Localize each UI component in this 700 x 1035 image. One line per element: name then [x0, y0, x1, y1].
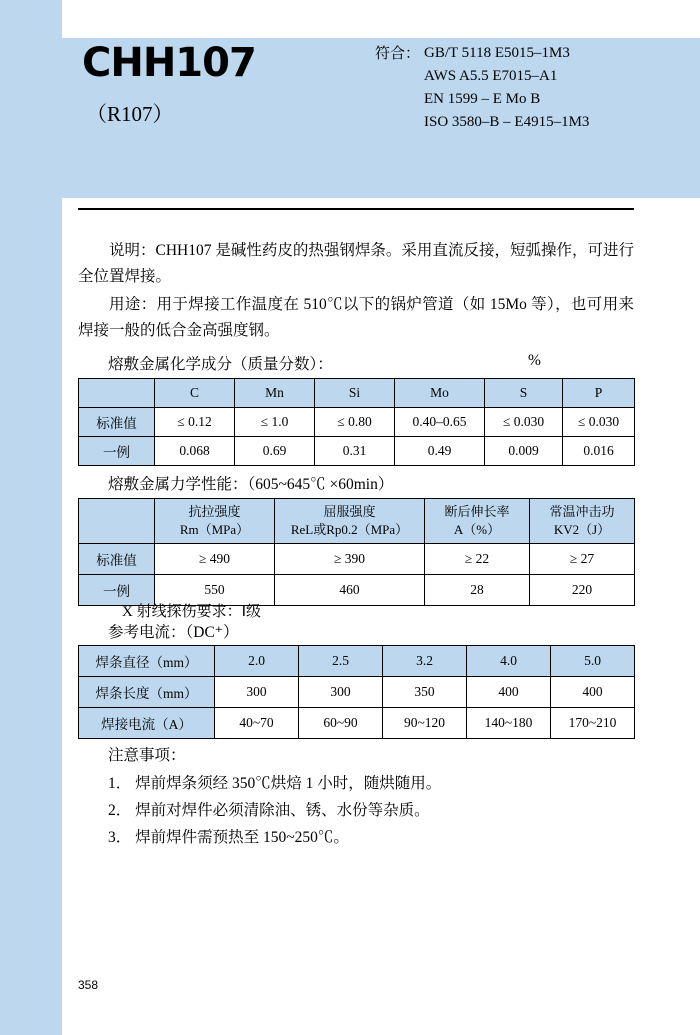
- notes-title: 注意事项：: [108, 747, 186, 764]
- standard-item: AWS A5.5 E7015–A1: [424, 68, 558, 84]
- cur-r2-c4: 140~180: [467, 708, 551, 739]
- chem-r1-c2: 0.69: [235, 437, 315, 466]
- mech-r1-c0: 一例: [79, 575, 155, 606]
- chem-r0-c6: ≤ 0.030: [563, 408, 635, 437]
- xray-requirement: X 射线探伤要求：Ⅰ级: [122, 604, 262, 620]
- mech-col-1-line1: 抗拉强度: [188, 504, 241, 519]
- note-item: 3． 焊前焊件需预热至 150~250℃。: [108, 829, 349, 846]
- mech-r0-c0: 标准值: [79, 544, 155, 575]
- note-item: 2． 焊前对焊件必须清除油、锈、水份等杂质。: [108, 802, 430, 819]
- chemical-composition-table: [78, 378, 635, 466]
- cur-r0-c1: 2.0: [215, 646, 299, 677]
- cur-r0-c0: 焊条直径（mm）: [79, 646, 215, 677]
- table-header-row: [79, 499, 635, 544]
- table-row: [79, 437, 635, 466]
- mechanical-properties-table: [78, 498, 635, 606]
- mech-col-1-line2: Rm（MPa）: [179, 522, 250, 537]
- chem-r0-c5: ≤ 0.030: [485, 408, 563, 437]
- table-row: [79, 677, 635, 708]
- cur-r0-c4: 4.0: [467, 646, 551, 677]
- cur-r1-c1: 300: [215, 677, 299, 708]
- chem-r0-c1: ≤ 0.12: [155, 408, 235, 437]
- chem-r1-c4: 0.49: [395, 437, 485, 466]
- cur-r2-c0: 焊接电流（A）: [79, 708, 215, 739]
- table-row: [79, 708, 635, 739]
- usage-paragraph: 用途：用于焊接工作温度在 510℃以下的锅炉管道（如 15Mo 等），也可用来焊接一般的低合金高强度钢。: [78, 296, 634, 339]
- mech-col-3: [425, 499, 530, 544]
- cur-r2-c1: 40~70: [215, 708, 299, 739]
- page-title: CHH107: [82, 40, 256, 86]
- mech-r0-c3: ≥ 22: [425, 544, 530, 575]
- cur-r2-c3: 90~120: [383, 708, 467, 739]
- chem-r1-c6: 0.016: [563, 437, 635, 466]
- mech-r1-c1: 550: [155, 575, 275, 606]
- description-paragraph: 说明：CHH107 是碱性药皮的热强钢焊条。采用直流反接，短弧操作，可进行全位置焊接。: [78, 242, 634, 285]
- cur-r1-c2: 300: [299, 677, 383, 708]
- mech-col-3-line1: 断后伸长率: [444, 504, 510, 519]
- chem-unit-label: %: [528, 352, 541, 369]
- cur-r1-c4: 400: [467, 677, 551, 708]
- chem-col-3: Si: [315, 379, 395, 408]
- table-row: [79, 408, 635, 437]
- mech-r1-c4: 220: [530, 575, 635, 606]
- chem-r1-c1: 0.068: [155, 437, 235, 466]
- mech-col-4: [530, 499, 635, 544]
- cur-r1-c5: 400: [551, 677, 635, 708]
- mech-col-3-line2: A（%）: [453, 522, 501, 537]
- cur-r0-c5: 5.0: [551, 646, 635, 677]
- mech-col-2-line2: ReL或Rp0.2（MPa）: [290, 522, 409, 537]
- chem-r0-c0: 标准值: [79, 408, 155, 437]
- standard-item: GB/T 5118 E5015–1M3: [424, 45, 570, 61]
- table-row: [79, 544, 635, 575]
- standard-item: EN 1599 – E Mo B: [424, 91, 541, 107]
- chem-col-2: Mn: [235, 379, 315, 408]
- chem-col-0: [79, 379, 155, 408]
- table-row: [79, 646, 635, 677]
- note-item: 1． 焊前焊条须经 350℃烘焙 1 小时，随烘随用。: [108, 775, 442, 792]
- mech-col-1: [155, 499, 275, 544]
- chem-col-6: P: [563, 379, 635, 408]
- cur-r1-c3: 350: [383, 677, 467, 708]
- chem-r0-c4: 0.40–0.65: [395, 408, 485, 437]
- chem-r1-c0: 一例: [79, 437, 155, 466]
- chem-r1-c5: 0.009: [485, 437, 563, 466]
- mech-section-title: 熔敷金属力学性能：（605~645℃ ×60min）: [108, 476, 394, 493]
- cur-r0-c3: 3.2: [383, 646, 467, 677]
- chem-r1-c3: 0.31: [315, 437, 395, 466]
- standard-item: ISO 3580–B – E4915–1M3: [424, 114, 590, 130]
- chem-col-1: C: [155, 379, 235, 408]
- notes-list: [108, 770, 441, 851]
- current-section-title: 参考电流：（DC⁺）: [108, 624, 239, 641]
- mech-col-0: [79, 499, 155, 544]
- mech-r1-c3: 28: [425, 575, 530, 606]
- header-divider: [78, 208, 634, 210]
- chem-section-title: 熔敷金属化学成分（质量分数）：: [108, 356, 333, 373]
- chem-col-4: Mo: [395, 379, 485, 408]
- cur-r1-c0: 焊条长度（mm）: [79, 677, 215, 708]
- reference-current-table: [78, 645, 635, 739]
- standards-label: 符合：: [375, 46, 421, 62]
- page-number: 358: [78, 978, 99, 992]
- cur-r2-c2: 60~90: [299, 708, 383, 739]
- standards-list: [424, 42, 589, 134]
- mech-col-4-line1: 常温冲击功: [549, 504, 615, 519]
- mech-r1-c2: 460: [275, 575, 425, 606]
- mech-r0-c1: ≥ 490: [155, 544, 275, 575]
- chem-r0-c3: ≤ 0.80: [315, 408, 395, 437]
- mech-col-2: [275, 499, 425, 544]
- mech-r0-c4: ≥ 27: [530, 544, 635, 575]
- chem-col-5: S: [485, 379, 563, 408]
- chem-r0-c2: ≤ 1.0: [235, 408, 315, 437]
- mech-r0-c2: ≥ 390: [275, 544, 425, 575]
- page-subtitle: （R107）: [86, 102, 174, 126]
- mech-col-4-line2: KV2（J）: [553, 522, 611, 537]
- mech-col-2-line1: 屈服强度: [323, 504, 376, 519]
- cur-r2-c5: 170~210: [551, 708, 635, 739]
- cur-r0-c2: 2.5: [299, 646, 383, 677]
- table-header-row: [79, 379, 635, 408]
